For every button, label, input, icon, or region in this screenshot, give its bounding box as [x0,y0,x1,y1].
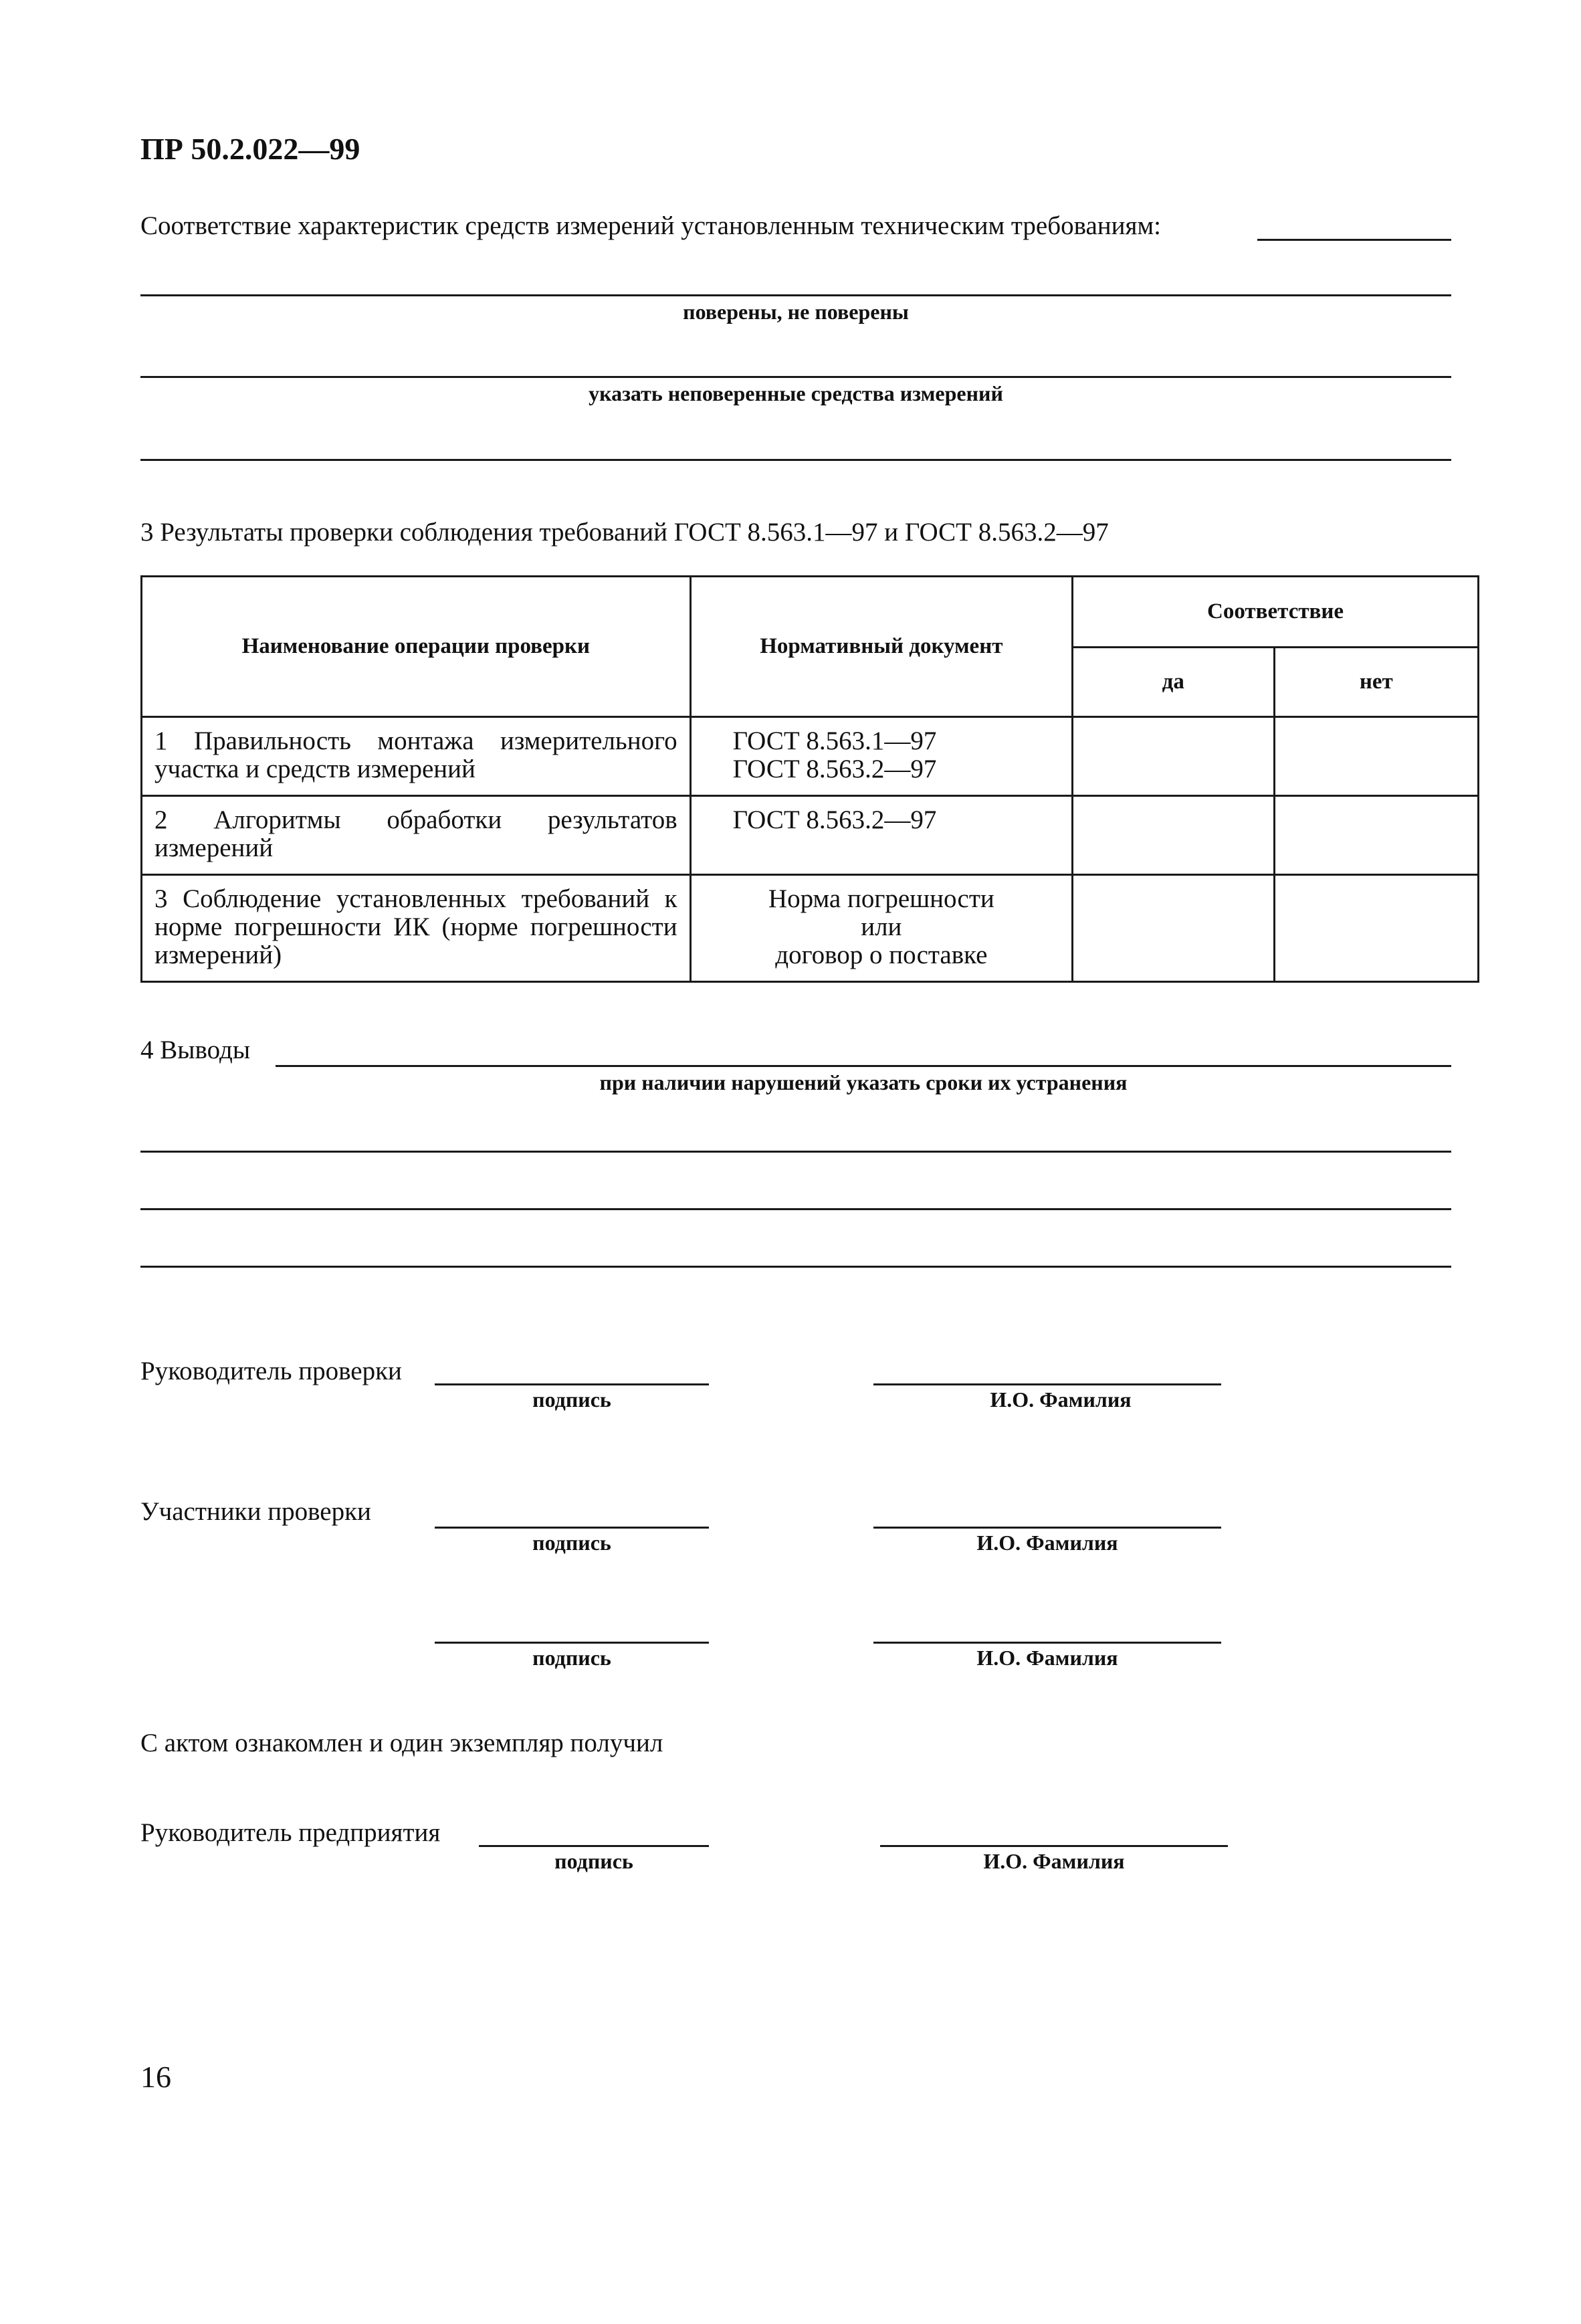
unverified-caption: указать неповеренные средства измерений [589,381,1003,405]
head-signature-line[interactable] [435,1383,709,1385]
signature-caption: подпись [532,1387,611,1412]
conclusions-line[interactable] [140,1208,1451,1210]
participant-signature-line[interactable] [435,1642,709,1644]
table-row [142,796,1479,875]
document-ref: или [861,912,902,941]
table-row [142,717,1479,796]
head-name-line[interactable] [873,1383,1221,1385]
yes-cell[interactable] [1073,717,1274,796]
head-of-inspection-label: Руководитель проверки [140,1357,402,1385]
compliance-fill-line[interactable] [1257,239,1451,241]
header-document: Нормативный документ [690,577,1072,717]
extra-line-1[interactable] [140,459,1451,461]
conclusions-line[interactable] [140,1266,1451,1268]
yes-cell[interactable] [1073,875,1274,982]
row-documents [690,796,1072,875]
no-cell[interactable] [1274,875,1479,982]
document-ref: ГОСТ 8.563.1—97 [732,727,937,755]
unverified-line[interactable] [140,376,1451,378]
row-documents [690,875,1072,982]
participant-signature-line[interactable] [435,1527,709,1529]
section3-title: 3 Результаты проверки соблюдения требований ГОСТ 8.563.1—97 и ГОСТ 8.563.2—97 [140,518,1109,547]
name-caption: И.О. Фамилия [990,1387,1132,1412]
enterprise-head-label: Руководитель предприятия [140,1818,441,1847]
document-ref: ГОСТ 8.563.2—97 [732,805,937,834]
row-operation: 2 Алгоритмы обработки результатов измерений [142,796,691,875]
verified-line[interactable] [140,294,1451,296]
enterprise-signature-line[interactable] [479,1845,709,1847]
signature-caption: подпись [532,1531,611,1555]
conclusions-line[interactable] [276,1065,1451,1067]
row-documents [690,717,1072,796]
results-table [140,575,1479,983]
document-ref: Норма погрешности [768,884,994,913]
acknowledgement-text: С актом ознакомлен и один экземпляр получил [140,1729,663,1757]
header-compliance: Соответствие [1073,577,1479,648]
participants-label: Участники проверки [140,1497,371,1526]
table-row [142,875,1479,982]
document-ref: ГОСТ 8.563.2—97 [732,755,937,783]
yes-cell[interactable] [1073,796,1274,875]
row-operation: 1 Правильность монтажа измерительного участка и средств измерений [142,717,691,796]
signature-caption: подпись [532,1646,611,1670]
conclusions-caption: при наличии нарушений указать сроки их устранения [599,1070,1128,1094]
document-code: ПР 50.2.022—99 [140,132,360,166]
compliance-label: Соответствие характеристик средств измерений установленным техническим требованиям: [140,211,1161,240]
no-cell[interactable] [1274,796,1479,875]
participant-name-line[interactable] [873,1642,1221,1644]
no-cell[interactable] [1274,717,1479,796]
header-operation: Наименование операции проверки [142,577,691,717]
row-operation: 3 Соблюдение установленных требований к норме погрешности ИК (норме погрешности измерений) [142,875,691,982]
header-no: нет [1274,648,1479,717]
page-number: 16 [140,2060,171,2094]
enterprise-name-line[interactable] [880,1845,1228,1847]
conclusions-label: 4 Выводы [140,1036,251,1064]
participant-name-line[interactable] [873,1527,1221,1529]
name-caption: И.О. Фамилия [976,1646,1118,1670]
document-ref: договор о поставке [775,941,988,969]
header-yes: да [1073,648,1274,717]
signature-caption: подпись [554,1849,633,1873]
conclusions-line[interactable] [140,1151,1451,1153]
name-caption: И.О. Фамилия [983,1849,1125,1873]
name-caption: И.О. Фамилия [976,1531,1118,1555]
verified-caption: поверены, не поверены [683,300,909,324]
